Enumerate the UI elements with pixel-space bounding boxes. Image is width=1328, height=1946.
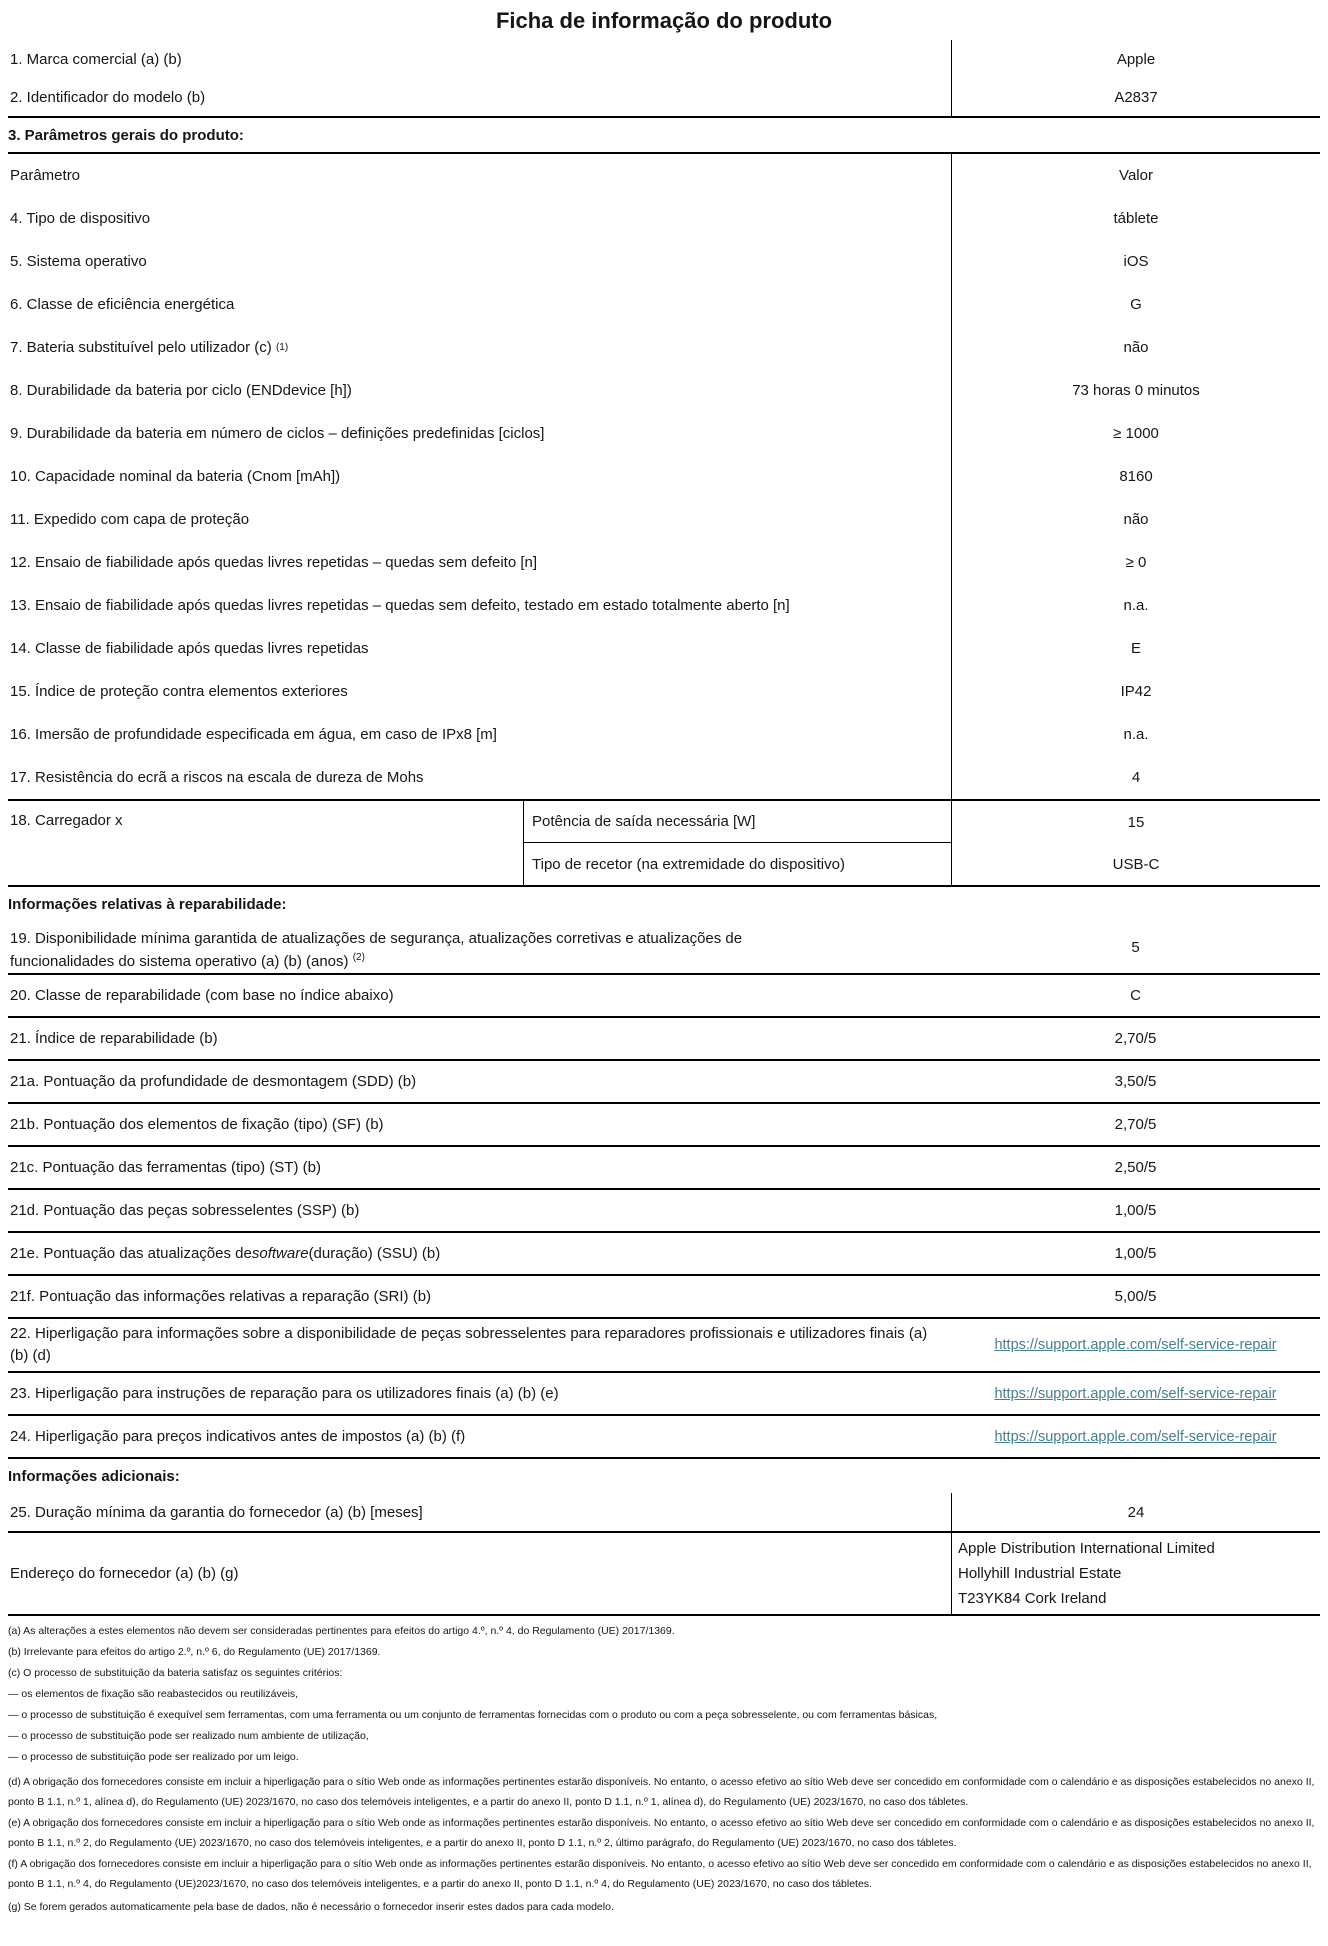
row-label: 22. Hiperligação para informações sobre a disponibilidade de peças sobresselentes para reparadores profissionais e utilizadores finais (a) (b) (d) bbox=[10, 1325, 928, 1364]
table-row bbox=[8, 1493, 1320, 1533]
footnote: (a) As alterações a estes elementos não devem ser consideradas pertinentes para efeitos do artigo 4.º, n.º 4, do Regulamento (UE) 2017/1369. bbox=[8, 1625, 675, 1637]
row-value: C bbox=[1130, 987, 1141, 1004]
support-link[interactable]: https://support.apple.com/self-service-repair bbox=[994, 1337, 1277, 1353]
row-value bbox=[951, 1373, 1320, 1414]
table-row bbox=[8, 756, 1320, 799]
table-row bbox=[8, 627, 1320, 670]
row-value: E bbox=[951, 627, 1320, 670]
param-header: Parâmetro bbox=[10, 167, 81, 184]
table-row bbox=[8, 541, 1320, 584]
row-label bbox=[8, 921, 951, 973]
footnote: (b) Irrelevante para efeitos do artigo 2.º, n.º 6, do Regulamento (UE) 2017/1369. bbox=[8, 1646, 381, 1658]
table-row bbox=[8, 498, 1320, 541]
row-label-italic: software bbox=[251, 1245, 309, 1262]
address-line: Hollyhill Industrial Estate bbox=[958, 1565, 1122, 1582]
row-label: 9. Durabilidade da bateria em número de ciclos – definições predefinidas [ciclos] bbox=[10, 425, 545, 442]
table-row bbox=[8, 1104, 1320, 1147]
footnote-ref: (2) bbox=[352, 952, 365, 963]
footnote: (f) A obrigação dos fornecedores consiste em incluir a hiperligação para o sítio Web onde as informações pertinentes estarão disponíveis. No entanto, o acesso efetivo ao sítio Web deve ser concedido em conformidade com o calendário e as disposições estabelecidos no anexo II, ponto B 1.1, n.º 4, do Regulamento (UE)2023/1670, no caso dos telemóveis inteligentes, e a partir do anexo II, ponto D 1.1, n.º 4, do Regulamento (UE) 2023/1670, no caso dos tábletes. bbox=[8, 1857, 1312, 1891]
table-row bbox=[8, 455, 1320, 498]
table-row bbox=[8, 921, 1320, 975]
supplier-address-row bbox=[8, 1533, 1320, 1616]
page-title: Ficha de informação do produto bbox=[495, 8, 833, 33]
value-header: Valor bbox=[951, 154, 1320, 197]
row-value: 8160 bbox=[951, 455, 1320, 498]
row-label: 10. Capacidade nominal da bateria (Cnom [mAh]) bbox=[10, 468, 341, 485]
table-row bbox=[8, 40, 1320, 78]
footnote: — o processo de substituição é exequível sem ferramentas, com uma ferramenta ou um conjunto de ferramentas fornecidas com o produto ou com a peça sobresselente, ou com ferramentas básicas, bbox=[8, 1709, 938, 1721]
row-label: Endereço do fornecedor (a) (b) (g) bbox=[10, 1565, 239, 1582]
footnote: (c) O processo de substituição da bateria satisfaz os seguintes critérios: bbox=[8, 1667, 343, 1679]
footnote: — o processo de substituição pode ser realizado num ambiente de utilização, bbox=[8, 1730, 369, 1742]
table-header-row bbox=[8, 154, 1320, 197]
row-label: 21f. Pontuação das informações relativas a reparação (SRI) (b) bbox=[10, 1288, 432, 1305]
row-value: 3,50/5 bbox=[1114, 1073, 1157, 1090]
sub-row-value: 15 bbox=[1127, 813, 1145, 831]
row-value: não bbox=[951, 326, 1320, 369]
row-value bbox=[951, 1319, 1320, 1371]
row-label: 21b. Pontuação dos elementos de fixação (tipo) (SF) (b) bbox=[10, 1116, 384, 1133]
footnotes bbox=[8, 1616, 1320, 1917]
section-heading-general: 3. Parâmetros gerais do produto: bbox=[8, 127, 244, 144]
row-label: 5. Sistema operativo bbox=[10, 253, 147, 270]
row-value: 24 bbox=[951, 1493, 1320, 1531]
table-row bbox=[8, 283, 1320, 326]
row-value: 5 bbox=[1131, 938, 1140, 956]
row-label bbox=[8, 1233, 951, 1274]
table-row bbox=[8, 240, 1320, 283]
row-value: não bbox=[951, 498, 1320, 541]
row-label: 14. Classe de fiabilidade após quedas livres repetidas bbox=[10, 640, 369, 657]
row-value: 4 bbox=[951, 756, 1320, 799]
footnote: — os elementos de fixação são reabastecidos ou reutilizáveis, bbox=[8, 1688, 299, 1700]
sub-row-label: Tipo de recetor (na extremidade do dispositivo) bbox=[532, 855, 845, 873]
table-row bbox=[8, 1373, 1320, 1416]
row-label: 1. Marca comercial (a) (b) bbox=[10, 50, 182, 68]
row-label: 4. Tipo de dispositivo bbox=[10, 210, 151, 227]
row-label: 23. Hiperligação para instruções de reparação para os utilizadores finais (a) (b) (e) bbox=[10, 1384, 559, 1402]
row-value: iOS bbox=[951, 240, 1320, 283]
table-row bbox=[8, 412, 1320, 455]
row-label: 21c. Pontuação das ferramentas (tipo) (ST) (b) bbox=[10, 1159, 321, 1176]
row-label-line1: 19. Disponibilidade mínima garantida de atualizações de segurança, atualizações corretivas e atualizações de bbox=[10, 930, 743, 947]
row-label: 11. Expedido com capa de proteção bbox=[10, 511, 250, 528]
footnote: (e) A obrigação dos fornecedores consiste em incluir a hiperligação para o sítio Web onde as informações pertinentes estarão disponíveis. No entanto, o acesso efetivo ao sítio Web deve ser concedido em conformidade com o calendário e as disposições estabelecidos no anexo II, ponto B 1.1, n.º 2, do Regulamento (UE) 2023/1670, no caso dos telemóveis inteligentes, e a partir do anexo II, ponto D 1.1, n.º 2, último parágrafo, do Regulamento (UE) 2023/1670, no caso dos tábletes. bbox=[8, 1816, 1315, 1850]
row-value: n.a. bbox=[951, 713, 1320, 756]
supplier-address bbox=[951, 1533, 1320, 1614]
row-value: 1,00/5 bbox=[1114, 1202, 1157, 1219]
sub-row-value: USB-C bbox=[1112, 855, 1160, 873]
table-row bbox=[8, 1147, 1320, 1190]
table-row bbox=[8, 1190, 1320, 1233]
row-label: 18. Carregador x bbox=[10, 812, 123, 829]
table-row bbox=[8, 1416, 1320, 1459]
table-row bbox=[8, 369, 1320, 412]
row-label-text: funcionalidades do sistema operativo (a) (b) (anos) bbox=[10, 953, 349, 970]
support-link[interactable]: https://support.apple.com/self-service-repair bbox=[994, 1385, 1277, 1402]
row-value: táblete bbox=[951, 197, 1320, 240]
row-value: 2,50/5 bbox=[1114, 1159, 1157, 1176]
section-heading-repairability: Informações relativas à reparabilidade: bbox=[8, 896, 287, 913]
table-row bbox=[8, 713, 1320, 756]
table-row bbox=[8, 1018, 1320, 1061]
row-value: 73 horas 0 minutos bbox=[951, 369, 1320, 412]
row-label: 21. Índice de reparabilidade (b) bbox=[10, 1030, 218, 1047]
charger-sub-values bbox=[951, 801, 1320, 885]
charger-sub-labels bbox=[523, 801, 951, 885]
charger-row bbox=[8, 799, 1320, 887]
row-value: G bbox=[951, 283, 1320, 326]
row-value: ≥ 1000 bbox=[951, 412, 1320, 455]
row-label: 20. Classe de reparabilidade (com base no índice abaixo) bbox=[10, 987, 394, 1004]
row-label-line2 bbox=[10, 950, 939, 973]
row-label: 15. Índice de proteção contra elementos exteriores bbox=[10, 683, 348, 700]
general-table bbox=[8, 152, 1320, 887]
footnote: (g) Se forem gerados automaticamente pela base de dados, não é necessário o fornecedor inserir estes dados para cada modelo. bbox=[8, 1900, 614, 1913]
row-label: 8. Durabilidade da bateria por ciclo (ENDdevice [h]) bbox=[10, 382, 352, 399]
id-table bbox=[8, 40, 1320, 118]
row-label: 13. Ensaio de fiabilidade após quedas livres repetidas – quedas sem defeito, testado em estado totalmente aberto [n] bbox=[10, 597, 790, 614]
row-label: 6. Classe de eficiência energética bbox=[10, 296, 235, 313]
address-line: Apple Distribution International Limited bbox=[958, 1540, 1215, 1557]
table-row bbox=[8, 670, 1320, 713]
row-label: 24. Hiperligação para preços indicativos antes de impostos (a) (b) (f) bbox=[10, 1427, 466, 1445]
table-row bbox=[8, 975, 1320, 1018]
row-value: IP42 bbox=[951, 670, 1320, 713]
row-label-text: 21e. Pontuação das atualizações de bbox=[10, 1245, 252, 1262]
row-label: 17. Resistência do ecrã a riscos na escala de dureza de Mohs bbox=[10, 769, 424, 786]
row-value: 2,70/5 bbox=[1114, 1116, 1157, 1133]
table-row bbox=[8, 197, 1320, 240]
table-row bbox=[8, 1061, 1320, 1104]
table-row bbox=[8, 1319, 1320, 1373]
address-line: T23YK84 Cork Ireland bbox=[958, 1590, 1107, 1607]
row-value: 1,00/5 bbox=[1114, 1245, 1157, 1262]
row-value: 2,70/5 bbox=[1114, 1030, 1157, 1047]
footnote: — o processo de substituição pode ser realizado por um leigo. bbox=[8, 1751, 299, 1763]
row-value bbox=[951, 1416, 1320, 1457]
table-row bbox=[8, 1276, 1320, 1319]
table-row bbox=[8, 1233, 1320, 1276]
row-value: n.a. bbox=[951, 584, 1320, 627]
table-row bbox=[8, 326, 1320, 369]
row-value: Apple bbox=[951, 40, 1320, 78]
row-value: 5,00/5 bbox=[1114, 1288, 1157, 1305]
table-row bbox=[8, 78, 1320, 116]
sub-row-label: Potência de saída necessária [W] bbox=[524, 801, 951, 843]
support-link[interactable]: https://support.apple.com/self-service-repair bbox=[994, 1428, 1277, 1445]
row-label-text: 7. Bateria substituível pelo utilizador (c) bbox=[10, 339, 272, 356]
row-label: 12. Ensaio de fiabilidade após quedas livres repetidas – quedas sem defeito [n] bbox=[10, 554, 538, 571]
section-heading-additional: Informações adicionais: bbox=[8, 1468, 180, 1485]
row-label: 16. Imersão de profundidade especificada em água, em caso de IPx8 [m] bbox=[10, 726, 497, 743]
row-label: 21d. Pontuação das peças sobresselentes (SSP) (b) bbox=[10, 1202, 360, 1219]
row-value: A2837 bbox=[951, 78, 1320, 116]
row-label: 7. Bateria substituível pelo utilizador (c) (1) bbox=[10, 339, 289, 356]
row-label: 2. Identificador do modelo (b) bbox=[10, 88, 206, 106]
footnote: (d) A obrigação dos fornecedores consiste em incluir a hiperligação para o sítio Web onde as informações pertinentes estarão disponíveis. No entanto, o acesso efetivo ao sítio Web deve ser concedido em conformidade com o calendário e as disposições estabelecidos no anexo II, ponto B 1.1, n.º 1, alínea d), do Regulamento (UE) 2023/1670, no caso dos telemóveis inteligentes, e a partir do anexo II, ponto D 1.1, n.º 1, alínea d), do Regulamento (UE) 2023/1670, no caso dos tábletes. bbox=[8, 1776, 1315, 1809]
row-label: 25. Duração mínima da garantia do fornecedor (a) (b) [meses] bbox=[10, 1503, 423, 1521]
row-value: ≥ 0 bbox=[951, 541, 1320, 584]
row-label-text: (duração) (SSU) (b) bbox=[308, 1245, 441, 1262]
row-label: 21a. Pontuação da profundidade de desmontagem (SDD) (b) bbox=[10, 1073, 417, 1090]
table-row bbox=[8, 584, 1320, 627]
